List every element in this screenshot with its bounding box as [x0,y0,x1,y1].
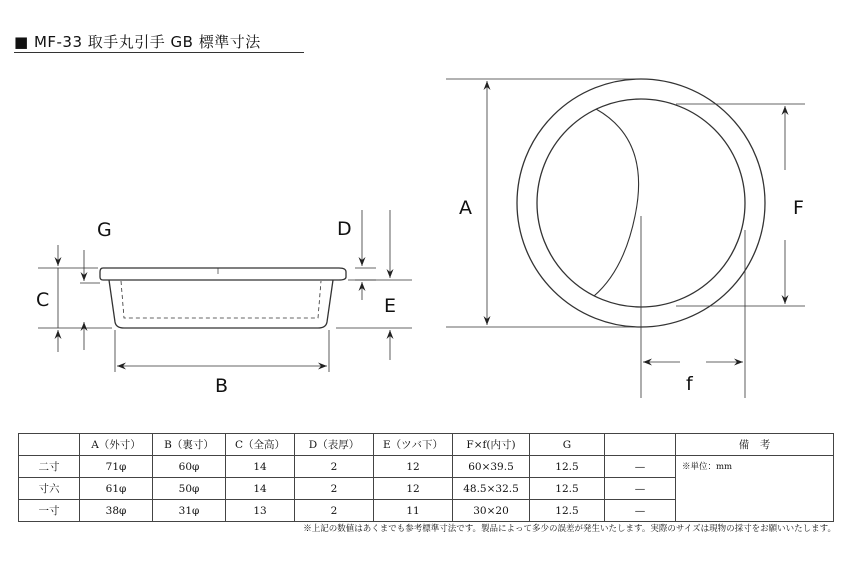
notes-cell: ※単位：mm [676,456,834,522]
cell-G: 12.5 [530,456,605,478]
table-header-row [19,434,834,456]
cell-C: 14 [226,456,295,478]
label-C: C [36,289,50,311]
row-name: 寸六 [19,478,80,500]
row-name: 二寸 [19,456,80,478]
header-cell: C（全高） [226,434,295,456]
page-title: ■ MF-33 取手丸引手 GB 標準寸法 [14,33,261,51]
dim-A [446,79,641,327]
cell-E: 12 [374,478,453,500]
cell-D: 2 [295,456,374,478]
label-f: f [686,373,693,395]
cell-B: 31φ [153,500,226,522]
header-cell: E（ツバ下） [374,434,453,456]
cell-E: 11 [374,500,453,522]
label-G: G [97,219,112,241]
label-B: B [215,375,229,397]
dim-G [80,250,100,350]
flange-outline [100,268,346,280]
cell-C: 13 [226,500,295,522]
dim-D [355,210,376,300]
cell-extra: — [605,456,676,478]
side-view [100,268,346,328]
cell-Ff: 30×20 [453,500,530,522]
cell-G: 12.5 [530,500,605,522]
cell-Ff: 48.5×32.5 [453,478,530,500]
header-cell [19,434,80,456]
footnote: ※上記の数値はあくまでも参考標準寸法です。製品によって多少の誤差が発生いたします。実際のサイズは現物の採寸をお願いいたします。 [303,524,836,534]
cell-Ff: 60×39.5 [453,456,530,478]
inner-dashed [121,281,321,318]
cell-D: 2 [295,500,374,522]
header-cell: D（表厚） [295,434,374,456]
cell-A: 38φ [80,500,153,522]
table-row [19,456,834,478]
cell-A: 71φ [80,456,153,478]
label-E: E [384,295,397,317]
header-cell-notes: 備 考 [676,434,834,456]
header-cell: G [530,434,605,456]
cell-extra: — [605,500,676,522]
spec-table [18,433,834,522]
cell-C: 14 [226,478,295,500]
label-A: A [459,197,472,219]
cell-E: 12 [374,456,453,478]
finger-recess-arc [594,109,639,296]
label-D: D [337,218,352,240]
cell-G: 12.5 [530,478,605,500]
cup-body-outline [109,280,333,328]
dim-B [115,330,329,372]
dim-f [641,216,745,398]
header-cell: B（裏寸） [153,434,226,456]
cell-B: 50φ [153,478,226,500]
header-cell: F×f(内寸) [453,434,530,456]
cell-D: 2 [295,478,374,500]
cell-A: 61φ [80,478,153,500]
header-cell: A（外寸） [80,434,153,456]
cell-B: 60φ [153,456,226,478]
label-F: F [793,197,804,219]
row-name: 一寸 [19,500,80,522]
dim-F [676,104,805,306]
cell-extra: — [605,478,676,500]
header-cell [605,434,676,456]
